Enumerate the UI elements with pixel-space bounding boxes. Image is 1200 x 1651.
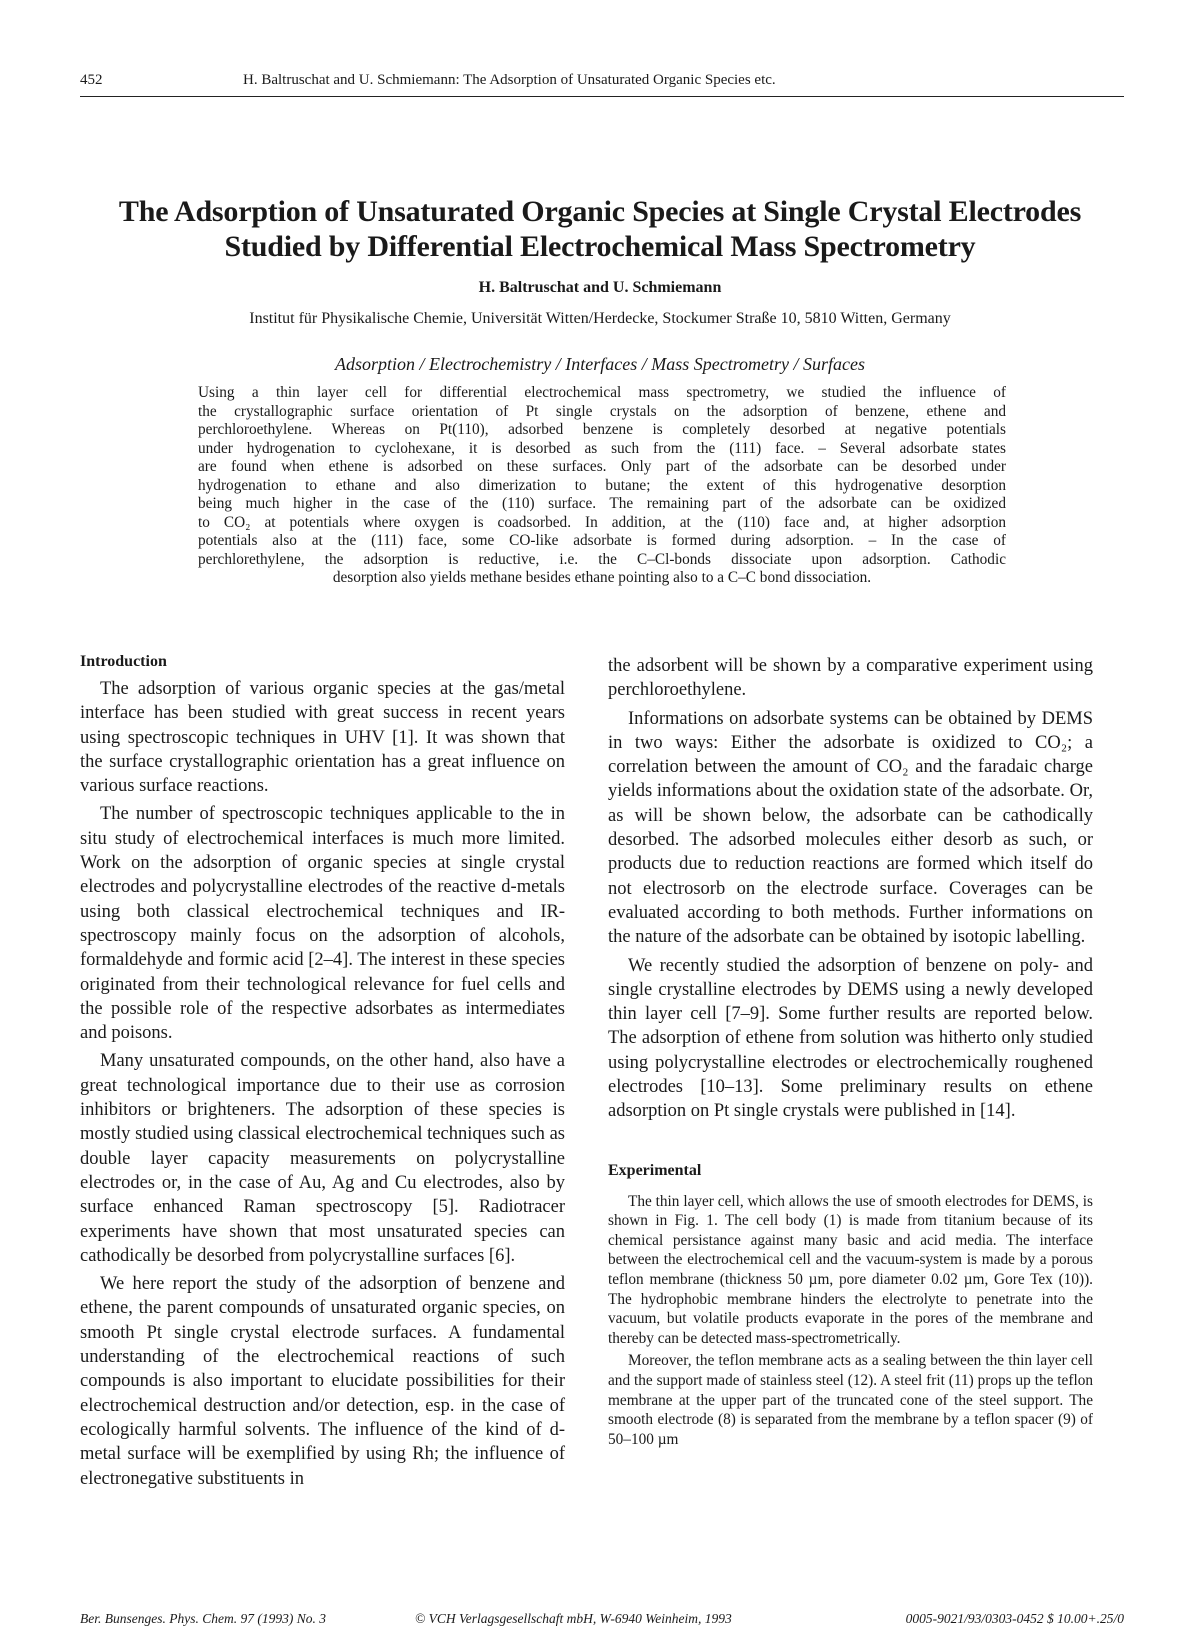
authors: H. Baltruschat and U. Schmiemann <box>478 279 722 296</box>
left-column <box>80 653 565 1491</box>
abstract-line: Using a thin layer cell for differential electrochemical mass spectrometry, we studied the influence of <box>198 384 1006 401</box>
affiliation: Institut für Physikalische Chemie, Universität Witten/Herdecke, Stockumer Straße 10, 5810 Witten, Germany <box>249 310 951 327</box>
intro-paragraph: We here report the study of the adsorption of benzene and ethene, the parent compounds of unsaturated organic species, on smooth Pt single crystal electrode surfaces. A fundamental understanding of the electrochemical reactions of such compounds is also important to elucidate possibilities for their electrochemical destruction and/or detection, esp. in the case of ecologically harmful solvents. The influence of the kind of d-metal surface will be exemplified by using Rh; the influence of electronegative substituents in <box>80 1274 565 1489</box>
section-heading-experimental: Experimental <box>608 1161 702 1179</box>
footer-publisher: © VCH Verlagsgesellschaft mbH, W-6940 Weinheim, 1993 <box>415 1611 732 1626</box>
abstract <box>198 384 1006 588</box>
abstract-line: being much higher in the case of the (110) surface. The remaining part of the adsorbate can be oxidized <box>198 495 1006 512</box>
running-head: H. Baltruschat and U. Schmiemann: The Adsorption of Unsaturated Organic Species etc. <box>243 72 776 88</box>
abstract-line: perchlorethylene, the adsorption is reductive, i.e. the C–Cl-bonds dissociate upon adsorption. Cathodic <box>198 550 1006 568</box>
footer-code: 0005-9021/93/0303-0452 $ 10.00+.25/0 <box>905 1611 1124 1626</box>
intro-paragraph: The adsorption of various organic species at the gas/metal interface has been studied with great success in recent years using spectroscopic techniques in UHV [1]. It was shown that the surface crystallographic orientation has a great influence on various surface reactions. <box>80 679 565 797</box>
intro-paragraph: Informations on adsorbate systems can be obtained by DEMS in two ways: Either the adsorbate is oxidized to CO₂; a correlation between the amount of CO₂ and the faradaic charge yields informations about the oxidation state of the adsorbate. Or, as will be shown below, the adsorbate can be cathodically desorbed. The adsorbed molecules either desorb as such, or products due to reduction reactions are formed which itself do not electrosorb on the electrode surface. Coverages can be evaluated according to both methods. Further informations on the nature of the adsorbate can be obtained by isotopic labelling. <box>608 708 1093 948</box>
abstract-line: hydrogenation to ethane and also dimerization to butane; the extent of this hydrogenative desorption <box>198 476 1006 494</box>
abstract-line: are found when ethene is adsorbed on these surfaces. Only part of the adsorbate can be desorbed under <box>198 458 1006 475</box>
abstract-line: to CO₂ at potentials where oxygen is coadsorbed. In addition, at the (110) face and, at higher adsorption <box>198 513 1006 531</box>
abstract-line: potentials also at the (111) face, some CO-like adsorbate is formed during adsorption. – In the case of <box>198 532 1006 549</box>
abstract-line: perchloroethylene. Whereas on Pt(110), adsorbed benzene is completely desorbed at negative potentials <box>198 421 1006 438</box>
page-number: 452 <box>80 72 103 88</box>
experimental-paragraph: Moreover, the teflon membrane acts as a sealing between the thin layer cell and the support made of stainless steel (12). A steel frit (11) props up the teflon membrane at the upper part of the truncated cone of the steel support. The smooth electrode (8) is separated from the membrane by a teflon spacer (9) of 50–100 µm <box>608 1352 1093 1448</box>
abstract-line: desorption also yields methane besides ethane pointing also to a C–C bond dissociation. <box>332 569 872 586</box>
experimental-paragraph: The thin layer cell, which allows the use of smooth electrodes for DEMS, is shown in Fig. 1. The cell body (1) is made from titanium because of its chemical persistance against many basic and acid media. The interface between the electrochemical cell and the vacuum-system is made by a porous teflon membrane (thickness 50 µm, pore diameter 0.02 µm, Gore Tex (10)). The hydrophobic membrane hinders the electrolyte to penetrate into the vacuum, but volatile products evaporate in the pores of the membrane and thereby can be detected mass-spectrometrically. <box>608 1192 1093 1347</box>
article-title <box>60 194 1140 264</box>
intro-paragraph: We recently studied the adsorption of benzene on poly- and single crystalline electrodes by DEMS using a newly developed thin layer cell [7–9]. Some further results are reported below. The adsorption of ethene from solution was hitherto only studied using polycrystalline electrodes or electrochemically roughened electrodes [10–13]. Some preliminary results on ethene adsorption on Pt single crystals were published in [14]. <box>608 955 1093 1122</box>
footer-journal: Ber. Bunsenges. Phys. Chem. 97 (1993) No. 3 <box>80 1611 326 1626</box>
right-column <box>608 654 1093 1449</box>
abstract-line: the crystallographic surface orientation of Pt single crystals on the adsorption of benzene, ethene and <box>198 402 1006 420</box>
intro-paragraph: the adsorbent will be shown by a comparative experiment using perchloroethylene. <box>608 656 1093 701</box>
section-heading-introduction: Introduction <box>80 653 167 670</box>
intro-paragraph: The number of spectroscopic techniques applicable to the in situ study of electrochemical interfaces is much more limited. Work on the adsorption of organic species at single crystal electrodes and polycrystalline electrodes of the reactive d-metals using both classical electrochemical techniques and IR-spectroscopy mainly focus on the adsorption of alcohols, formaldehyde and formic acid [2–4]. The interest in these species originated from their technological relevance for fuel cells and the possible role of the respective adsorbates as intermediates and poisons. <box>80 804 565 1044</box>
page-header <box>80 66 1124 97</box>
title-line-2: Studied by Differential Electrochemical Mass Spectrometry <box>224 230 976 263</box>
title-line-1: The Adsorption of Unsaturated Organic Species at Single Crystal Electrodes <box>118 195 1082 228</box>
intro-paragraph: Many unsaturated compounds, on the other hand, also have a great technological importance due to their use as corrosion inhibitors or brighteners. The adsorption of these species is mostly studied using classical electrochemical techniques such as double layer capacity measurements on polycrystalline electrodes or, in the case of Au, Ag and Cu electrodes, also by surface enhanced Raman spectroscopy [5]. Radiotracer experiments have shown that most unsaturated species can cathodically be desorbed from polycrystalline surfaces [6]. <box>80 1051 565 1266</box>
abstract-line: under hydrogenation to cyclohexane, it is desorbed as such from the (111) face. – Several adsorbate states <box>198 439 1006 457</box>
keywords: Adsorption / Electrochemistry / Interfaces / Mass Spectrometry / Surfaces <box>334 354 866 374</box>
